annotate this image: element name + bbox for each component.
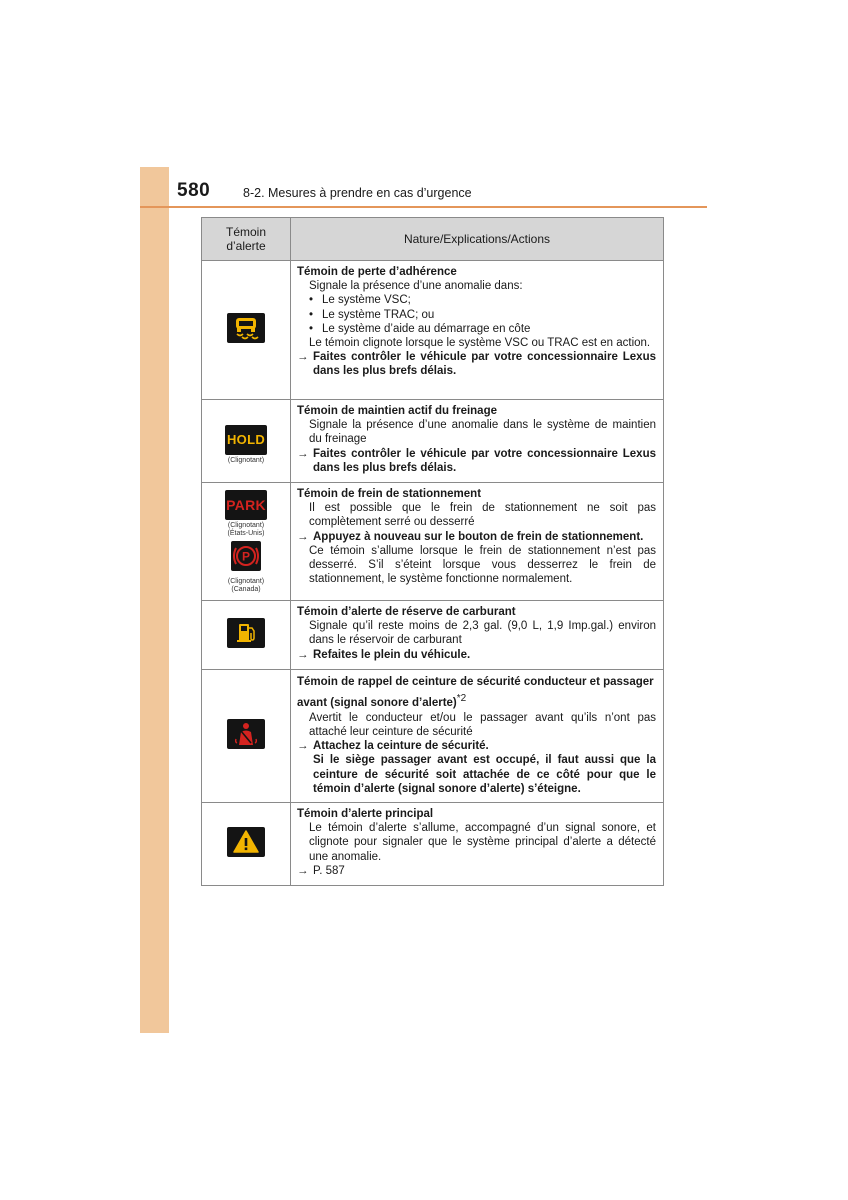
indicator-cell xyxy=(202,400,291,483)
indicator-cell xyxy=(202,483,291,601)
row-action-note: Si le siège passager avant est occupé, il faut aussi que la ceinture de sécurité soit attachée de ce côté pour que le témoin d’alerte (signal sonore d’alerte) s’éteigne. xyxy=(313,754,656,795)
indicator-caption: (États-Unis) xyxy=(227,529,265,537)
row-text: Signale qu’il reste moins de 2,3 gal. (9,0 L, 1,9 Imp.gal.) environ dans le réservoir de carburant xyxy=(309,620,656,647)
description-cell xyxy=(291,601,664,670)
row-text: Ce témoin s’allume lorsque le frein de stationnement n’est pas desserré. S’il s’éteint lorsque vous desserrez le frein de stationnement, le système fonctionne normalement. xyxy=(309,544,656,586)
arrow-icon: → xyxy=(297,648,309,661)
row-action: → Appuyez à nouveau sur le bouton de frein de stationnement. xyxy=(297,530,644,543)
page-number: 580 xyxy=(177,180,211,201)
fuel-pump-icon xyxy=(227,618,265,648)
table-row xyxy=(202,803,664,886)
arrow-icon: → xyxy=(297,740,309,753)
warning-lights-table xyxy=(201,217,664,886)
table-row xyxy=(202,670,664,803)
description-cell xyxy=(291,803,664,886)
indicator-caption: (Canada) xyxy=(231,585,261,593)
row-text: Signale la présence d’une anomalie dans le système de maintien du freinage xyxy=(309,419,656,446)
indicator-cell xyxy=(202,803,291,886)
row-text: Il est possible que le frein de stationnement ne soit pas complètement serré ou desserré xyxy=(309,502,656,529)
table-row xyxy=(202,261,664,400)
list-item: • Le système VSC; xyxy=(309,294,411,307)
row-action: → Attachez la ceinture de sécurité. xyxy=(297,740,489,753)
slip-indicator-icon xyxy=(227,313,265,343)
row-action xyxy=(297,864,656,878)
indicator-cell xyxy=(202,261,291,400)
table-header-row xyxy=(202,218,664,261)
table-row xyxy=(202,483,664,601)
header-rule xyxy=(140,206,707,208)
chapter-side-tab xyxy=(140,167,169,1033)
description-cell xyxy=(291,400,664,483)
row-title: Témoin de frein de stationnement xyxy=(297,488,482,500)
row-title: Témoin d’alerte de réserve de carburant xyxy=(297,606,516,618)
indicator-cell xyxy=(202,670,291,803)
arrow-icon: → xyxy=(297,530,309,543)
list-item: • Le système d’aide au démarrage en côte xyxy=(309,322,531,335)
svg-text:P: P xyxy=(241,549,251,563)
seatbelt-icon xyxy=(227,719,265,749)
section-title: 8-2. Mesures à prendre en cas d’urgence xyxy=(243,186,472,200)
page-reference-link[interactable]: P. 587 xyxy=(313,864,345,877)
list-item: • Le système TRAC; ou xyxy=(309,308,435,321)
row-title: Témoin de perte d’adhérence xyxy=(297,266,457,278)
master-warning-icon xyxy=(227,827,265,857)
parking-brake-icon xyxy=(231,541,261,571)
indicator-cell xyxy=(202,601,291,670)
row-action: → Refaites le plein du véhicule. xyxy=(297,648,471,661)
indicator-caption: (Clignotant) xyxy=(227,577,265,585)
table-row xyxy=(202,601,664,670)
row-title: Témoin d’alerte principal xyxy=(297,808,434,821)
arrow-icon: → xyxy=(297,447,309,460)
description-cell xyxy=(291,261,664,400)
table-row xyxy=(202,400,664,483)
arrow-icon: → xyxy=(297,351,309,364)
park-indicator-text: PARK xyxy=(226,496,266,513)
indicator-caption: (Clignotant) xyxy=(227,457,265,464)
footnote-marker: *2 xyxy=(456,692,467,704)
description-cell xyxy=(291,483,664,601)
row-action: → Faites contrôler le véhicule par votre concessionnaire Lexus dans les plus brefs délais. xyxy=(297,351,656,378)
description-cell xyxy=(291,670,664,803)
col-header-description: Nature/Explications/Actions xyxy=(291,218,664,261)
hold-indicator-text: HOLD xyxy=(226,432,266,447)
row-text: Le témoin clignote lorsque le système VSC ou TRAC est en action. xyxy=(309,337,651,350)
row-action: → Faites contrôler le véhicule par votre concessionnaire Lexus dans les plus brefs délais. xyxy=(297,447,656,474)
hold-indicator-icon xyxy=(225,425,267,455)
row-title: Témoin de rappel de ceinture de sécurité conducteur et passager avant (signal sonore d’alerte)$^{*2}$ xyxy=(297,676,654,709)
row-text: Le témoin d’alerte s’allume, accompagné d’un signal sonore, et clignote pour signaler que le système principal d’alerte a détecté une anomalie. xyxy=(309,822,656,863)
row-text: Signale la présence d’une anomalie dans: xyxy=(309,280,523,293)
park-indicator-icon xyxy=(225,490,267,520)
col-header-indicator: Témoin d’alerte xyxy=(202,218,291,261)
row-title: Témoin de maintien actif du freinage xyxy=(297,405,498,417)
row-text: Avertit le conducteur et/ou le passager avant qu’ils n’ont pas attaché leur ceinture de sécurité xyxy=(309,711,656,739)
indicator-caption: (Clignotant) xyxy=(227,521,265,529)
arrow-icon: → xyxy=(297,864,309,877)
